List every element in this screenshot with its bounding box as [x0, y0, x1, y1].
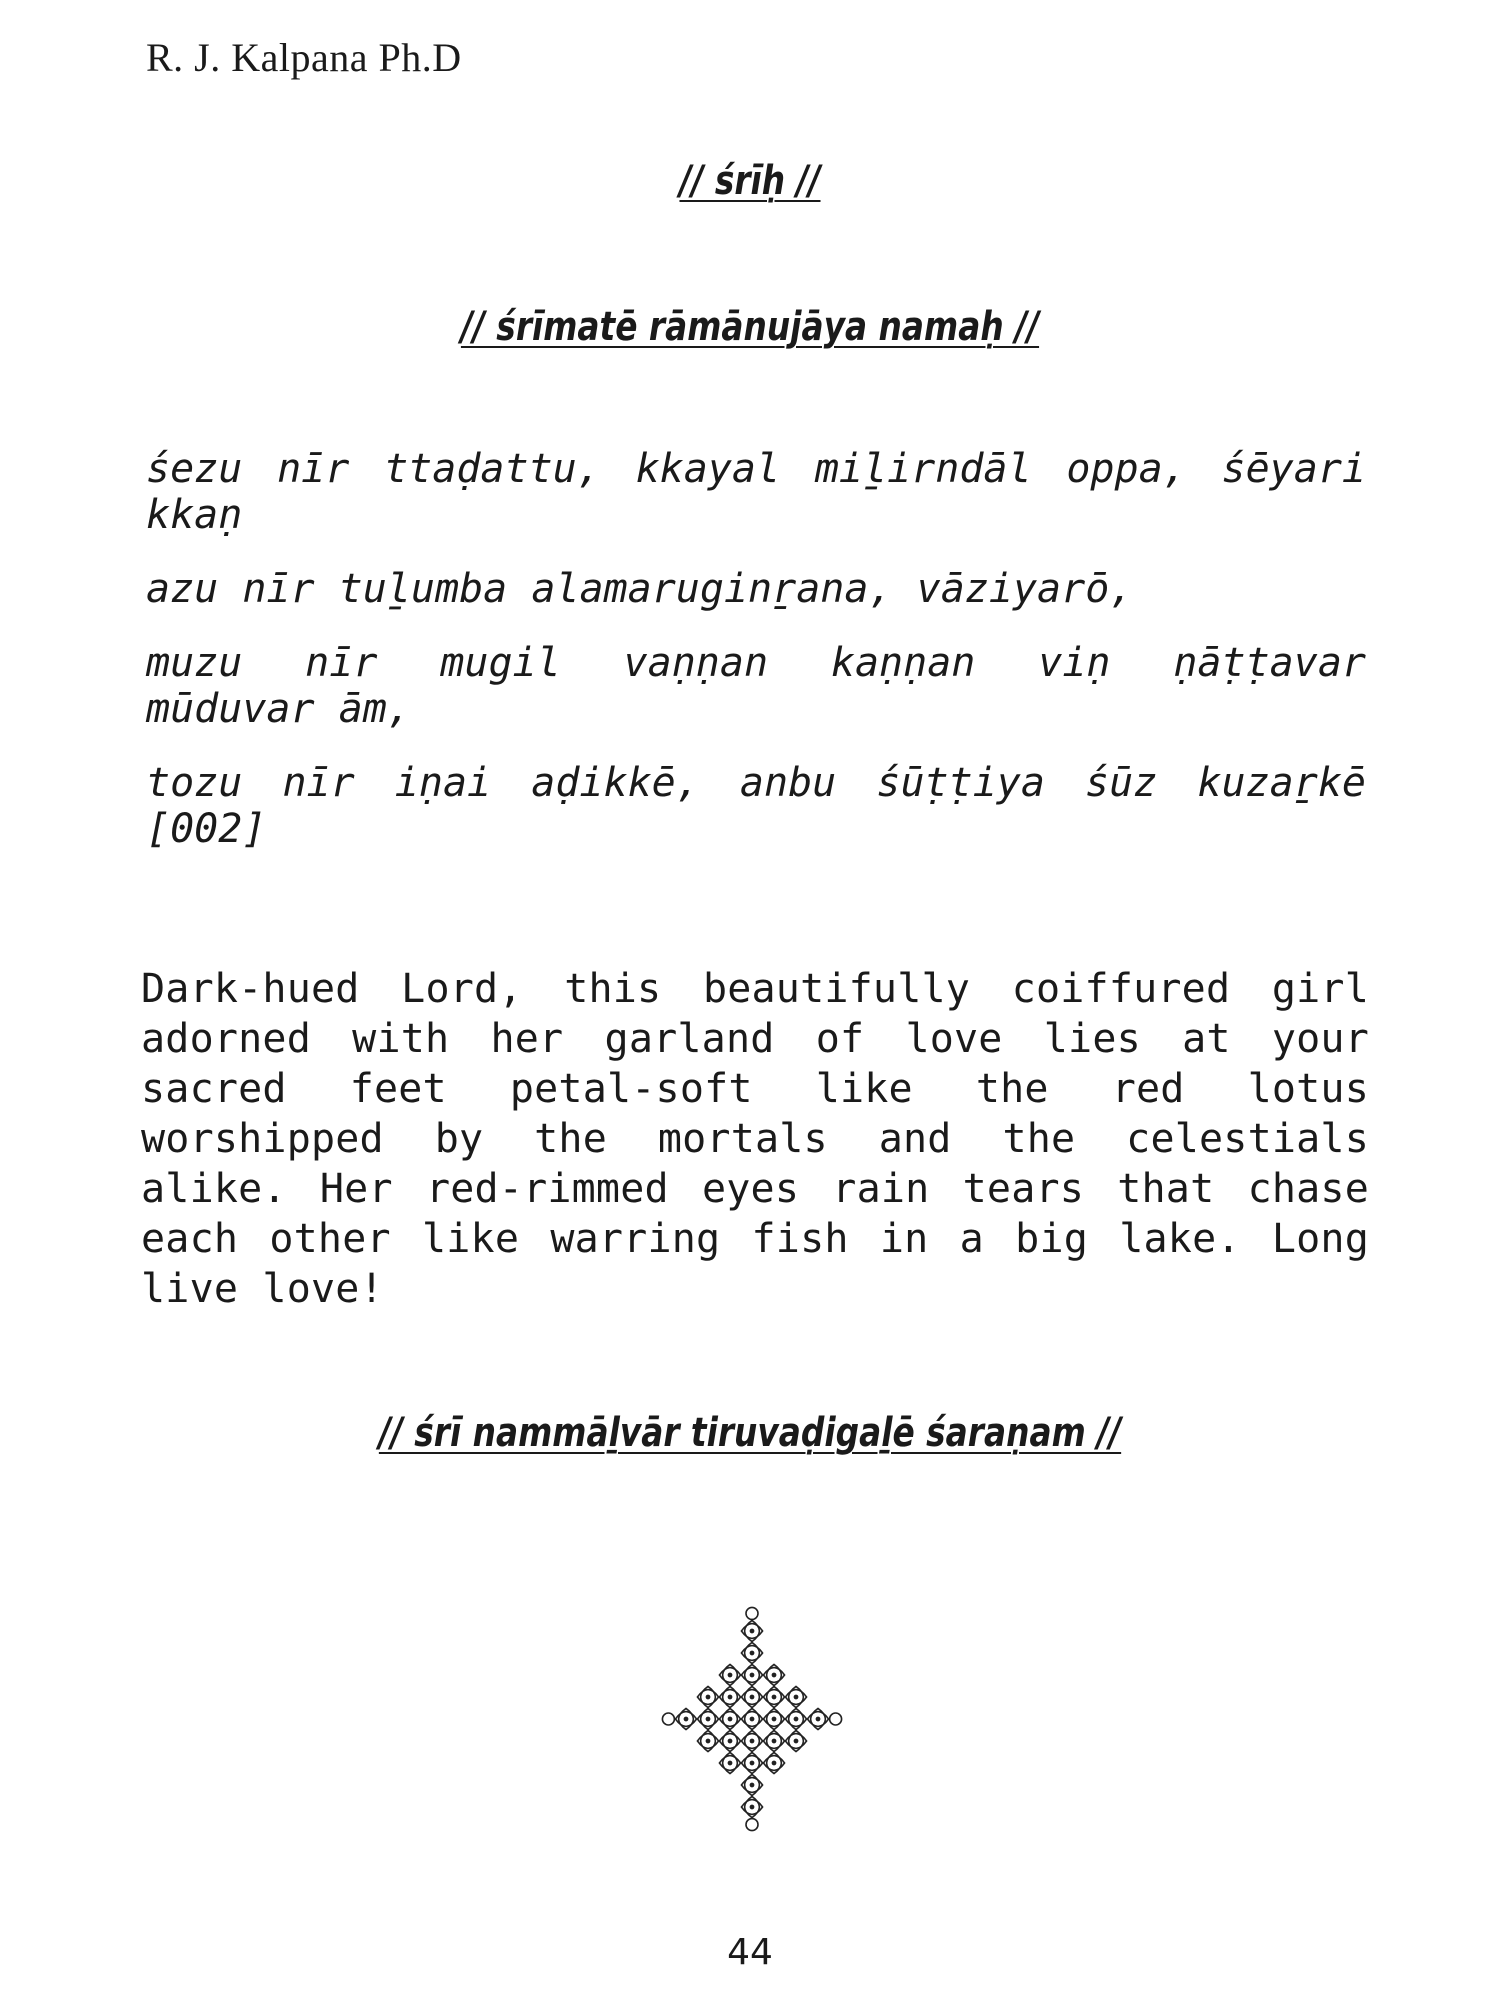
kolam-cell	[763, 1730, 784, 1751]
kolam-cell	[719, 1686, 740, 1707]
transliterated-verse	[146, 446, 1366, 880]
running-header-author: R. J. Kalpana Ph.D	[146, 35, 462, 80]
verse-line-1	[146, 446, 1366, 538]
verse-line-2	[146, 566, 1366, 612]
kolam-cell	[741, 1642, 762, 1663]
page-number: 44	[727, 1932, 773, 1973]
kolam-cell	[741, 1796, 762, 1817]
english-translation: Dark-hued Lord, this beautifully coiffured girl adorned with her garland of love lies at your sacred feet petal-soft like the red lotus worshipped by the mortals and the celestials alike. Her red-rimmed eyes rain tears that chase each other like warring fish in a big lake. Long live love!	[141, 966, 1369, 1312]
kolam-cell	[741, 1708, 762, 1729]
kolam-cell	[763, 1708, 784, 1729]
kolam-cell	[741, 1752, 762, 1773]
verse-line-4-main: tozu nīr iṇai aḍikkē, anbu śūṭṭiya śūz kuzaṟkē	[146, 760, 1366, 806]
verse-line-1-tail: kkaṇ	[146, 492, 243, 538]
kolam-cell	[785, 1708, 806, 1729]
kolam-cell	[697, 1708, 718, 1729]
kolam-cell	[785, 1730, 806, 1751]
kolam-loop	[662, 1713, 674, 1725]
kolam-cell	[785, 1686, 806, 1707]
kolam-cell	[719, 1664, 740, 1685]
kolam-cell	[741, 1664, 762, 1685]
closing-heading-text: // śrī nammāḻvār tiruvaḍigaḻē śaraṇam //	[378, 1410, 1122, 1456]
kolam-loop	[746, 1819, 758, 1831]
verse-line-2-main: azu nīr tuḻumba alamaruginṟana, vāziyarō,	[146, 566, 1134, 612]
verse-line-3	[146, 640, 1366, 732]
kolam-cell	[763, 1686, 784, 1707]
kolam-cell	[741, 1730, 762, 1751]
invocation-heading-ramanuja	[135, 304, 1365, 350]
invocation-heading-sri-text: // śrīḥ //	[679, 158, 821, 204]
kolam-cell	[719, 1730, 740, 1751]
verse-line-3-main: muzu nīr mugil vaṇṇan kaṇṇan viṇ ṇāṭṭavar	[146, 640, 1366, 686]
verse-line-4	[146, 760, 1366, 852]
kolam-ornament-icon	[622, 1578, 882, 1860]
verse-line-1-main: śezu nīr ttaḍattu, kkayal miḻirndāl oppa, śēyari	[146, 446, 1366, 492]
kolam-cell	[741, 1774, 762, 1795]
kolam-cell	[763, 1664, 784, 1685]
kolam-cell	[675, 1708, 696, 1729]
kolam-cell	[741, 1620, 762, 1641]
kolam-cell	[763, 1752, 784, 1773]
invocation-heading-ramanuja-text: // śrīmatē rāmānujāya namaḥ //	[460, 304, 1040, 350]
kolam-cell	[719, 1752, 740, 1773]
verse-number: [002]	[146, 806, 267, 852]
closing-heading	[135, 1410, 1365, 1456]
kolam-loop	[830, 1713, 842, 1725]
invocation-heading-sri	[135, 158, 1365, 204]
kolam-loop	[746, 1607, 758, 1619]
kolam-cell	[807, 1708, 828, 1729]
kolam-cell	[697, 1730, 718, 1751]
kolam-cell	[741, 1686, 762, 1707]
kolam-cell	[719, 1708, 740, 1729]
verse-line-3-tail: mūduvar ām,	[146, 686, 411, 732]
kolam-cell	[697, 1686, 718, 1707]
